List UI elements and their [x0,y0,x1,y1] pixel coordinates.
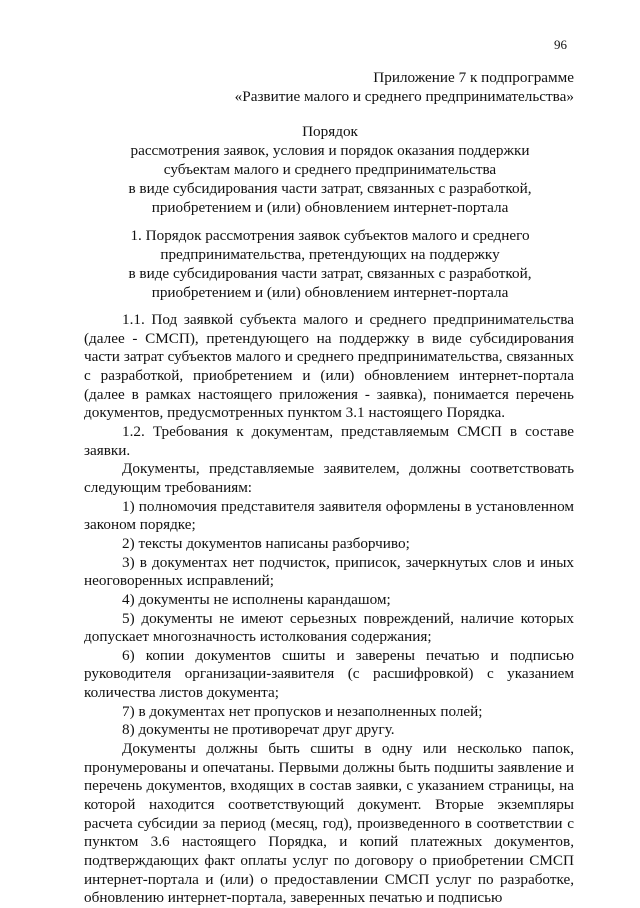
appendix-line-2: «Развитие малого и среднего предпринимательства» [234,88,574,105]
paragraph: Документы, представляемые заявителем, должны соответствовать следующим требованиям: [84,460,574,496]
title-line: рассмотрения заявок, условия и порядок оказания поддержки [130,142,530,159]
list-item: 4) документы не исполнены карандашом; [122,590,391,608]
title-line: приобретением и (или) обновлением интернет-портала [151,199,509,216]
section-heading-line: 1. Порядок рассмотрения заявок субъектов малого и среднего [130,227,530,244]
document-body [84,311,574,908]
paragraph: Документы должны быть сшиты в одну или несколько папок, пронумерованы и опечатаны. Первыми должны быть подшиты заявление и перечень документов, входящих в состав заявки, с указанием страницы, на которой находится соответствующий документ. Вторые экземпляры расчета субсидии за период (месяц, год), произведенного в соответствии с пунктом 3.6 настоящего Порядка, и копий платежных документов, подтверждающих факт оплаты услуг по договору о приобретении СМСП интернет-портала и (или) о предоставлении СМСП услуг по разработке, обновлению интернет-портала, заверенных печатью и подписью [84,740,574,907]
title-heading: Порядок [302,123,358,140]
list-item: 2) тексты документов написаны разборчиво; [122,534,410,552]
page-number: 96 [554,37,567,52]
section-heading-line: предпринимательства, претендующих на поддержку [160,246,500,263]
document-title [82,122,578,217]
title-line: субъектам малого и среднего предпринимательства [163,161,497,178]
list-item: 8) документы не противоречат друг другу. [122,721,395,739]
section-heading-line: в виде субсидирования части затрат, связанных с разработкой, [128,265,532,282]
paragraph: 1.2. Требования к документам, представляемым СМСП в составе заявки. [84,422,574,459]
appendix-line-1: Приложение 7 к подпрограмме [373,69,574,86]
list-item: 5) документы не имеют серьезных повреждений, наличие которых допускает многозначность истолкования содержания; [84,609,574,646]
title-line: в виде субсидирования части затрат, связанных с разработкой, [128,180,532,197]
section-heading-line: приобретением и (или) обновлением интернет-портала [151,284,509,301]
section-heading [82,226,578,302]
list-item: 6) копии документов сшиты и заверены печатью и подписью руководителя организации-заявителя (с расшифровкой) с указанием количества листов документа; [84,646,574,702]
list-item: 7) в документах нет пропусков и незаполненных полей; [122,702,483,720]
appendix-reference [154,68,574,106]
paragraph: 1.1. Под заявкой субъекта малого и среднего предпринимательства (далее - СМСП), претендующего на поддержку в виде субсидирования части затрат субъектов малого и среднего предпринимательства, связанных с разработкой, приобретением и (или) обновлением интернет-портала (далее в рамках настоящего приложения - заявка), понимается перечень документов, предусмотренных пунктом 3.1 настоящего Порядка. [84,311,574,422]
list-item: 1) полномочия представителя заявителя оформлены в установленном законом порядке; [84,497,574,534]
list-item: 3) в документах нет подчисток, приписок, зачеркнутых слов и иных неоговоренных исправлений; [84,553,574,590]
